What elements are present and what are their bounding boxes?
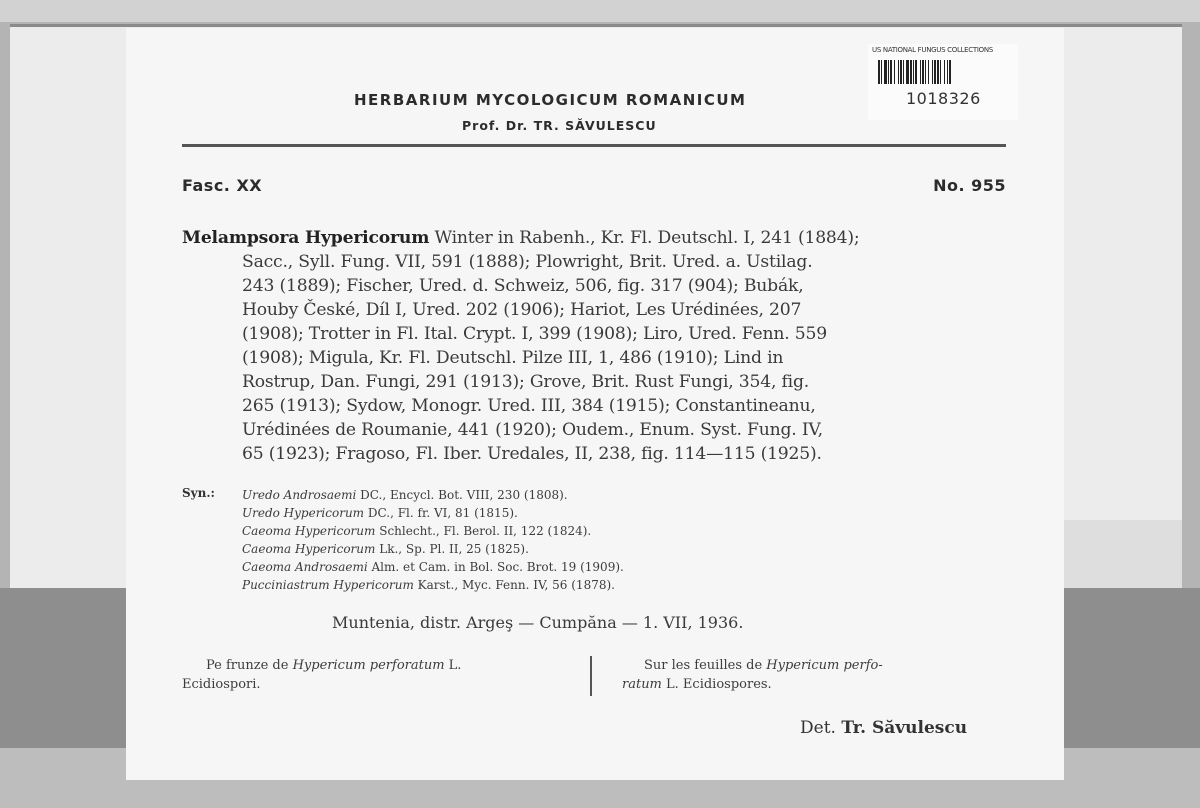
synonym-name: Uredo Androsaemi: [242, 488, 357, 502]
barcode-label: [868, 44, 1018, 120]
host-fr-species: Hypericum perfo-: [766, 658, 883, 673]
synonym-name: Caeoma Hypericorum: [242, 524, 376, 538]
synonym-item: [242, 486, 568, 504]
host-fr-suffix: L. Ecidiospores.: [666, 677, 772, 692]
taxon-line-7: 265 (1913); Sydow, Monogr. Ured. III, 384 (1915); Constantineanu,: [242, 396, 816, 416]
synonym-ref: Alm. et Cam. in Bol. Soc. Brot. 19 (1909).: [371, 560, 624, 574]
synonym-item: [242, 540, 529, 558]
taxon-line-0: [182, 226, 1012, 250]
herbarium-title: HERBARIUM MYCOLOGICUM ROMANICUM: [354, 91, 747, 109]
determiner: [800, 718, 967, 738]
barcode-bar: [951, 60, 952, 84]
synonym-ref: DC., Fl. fr. VI, 81 (1815).: [367, 506, 518, 520]
host-romanian-line-2: Ecidiospori.: [182, 677, 261, 692]
envelope-flap: [1062, 520, 1182, 590]
column-divider: [590, 656, 592, 696]
taxon-line-6: Rostrup, Dan. Fungi, 291 (1913); Grove, Brit. Rust Fungi, 354, fig.: [242, 372, 810, 392]
synonym-item: [242, 522, 591, 540]
header-rule: [182, 144, 1006, 147]
synonym-name: Caeoma Androsaemi: [242, 560, 368, 574]
host-romanian-line-1: [206, 656, 461, 675]
synonym-item: [242, 558, 624, 576]
host-fr-species-end: ratum: [622, 677, 662, 692]
host-ro-species: Hypericum perforatum: [292, 658, 445, 673]
taxon-citation: Winter in Rabenh., Kr. Fl. Deutschl. I, 241 (1884);: [434, 228, 860, 248]
synonym-item: [242, 576, 615, 594]
specimen-number: No. 955: [933, 176, 1006, 195]
background-top: [0, 0, 1200, 22]
taxon-line-5: (1908); Migula, Kr. Fl. Deutschl. Pilze III, 1, 486 (1910); Lind in: [242, 348, 784, 368]
determiner-name: Tr. Săvulescu: [841, 718, 968, 738]
synonym-ref: Schlecht., Fl. Berol. II, 122 (1824).: [379, 524, 592, 538]
herbarium-subtitle: Prof. Dr. TR. SĂVULESCU: [462, 118, 657, 133]
determiner-prefix: Det.: [800, 718, 836, 738]
synonym-ref: Lk., Sp. Pl. II, 25 (1825).: [379, 542, 529, 556]
barcode-icon: [878, 60, 1006, 84]
synonym-name: Caeoma Hypericorum: [242, 542, 376, 556]
taxon-name: Melampsora Hypericorum: [182, 228, 430, 248]
fascicle-number: Fasc. XX: [182, 176, 263, 195]
collection-locality: Muntenia, distr. Argeş — Cumpăna — 1. VII, 1936.: [332, 613, 744, 632]
barcode-caption: US NATIONAL FUNGUS COLLECTIONS: [872, 46, 993, 54]
synonym-item: [242, 504, 518, 522]
synonym-name: Uredo Hypericorum: [242, 506, 365, 520]
taxon-line-8: Urédinées de Roumanie, 441 (1920); Oudem., Enum. Syst. Fung. IV,: [242, 420, 823, 440]
host-ro-suffix: L.: [448, 658, 462, 673]
taxon-line-1: Sacc., Syll. Fung. VII, 591 (1888); Plowright, Brit. Ured. a. Ustilag.: [242, 252, 813, 272]
host-fr-prefix: Sur les feuilles de: [644, 658, 763, 673]
host-ro-prefix: Pe frunze de: [206, 658, 289, 673]
host-french-line-1: [644, 656, 883, 675]
synonyms-label: Syn.:: [182, 486, 215, 500]
taxon-line-3: Houby České, Díl I, Ured. 202 (1906); Hariot, Les Urédinées, 207: [242, 300, 802, 320]
synonym-ref: DC., Encycl. Bot. VIII, 230 (1808).: [360, 488, 568, 502]
taxon-line-9: 65 (1923); Fragoso, Fl. Iber. Uredales, II, 238, fig. 114—115 (1925).: [242, 444, 822, 464]
synonym-ref: Karst., Myc. Fenn. IV, 56 (1878).: [417, 578, 615, 592]
barcode-number: 1018326: [906, 89, 981, 108]
host-french-line-2: [622, 675, 772, 694]
taxon-line-4: (1908); Trotter in Fl. Ital. Crypt. I, 399 (1908); Liro, Ured. Fenn. 559: [242, 324, 827, 344]
synonym-name: Pucciniastrum Hypericorum: [242, 578, 414, 592]
taxon-line-2: 243 (1889); Fischer, Ured. d. Schweiz, 506, fig. 317 (904); Bubák,: [242, 276, 804, 296]
